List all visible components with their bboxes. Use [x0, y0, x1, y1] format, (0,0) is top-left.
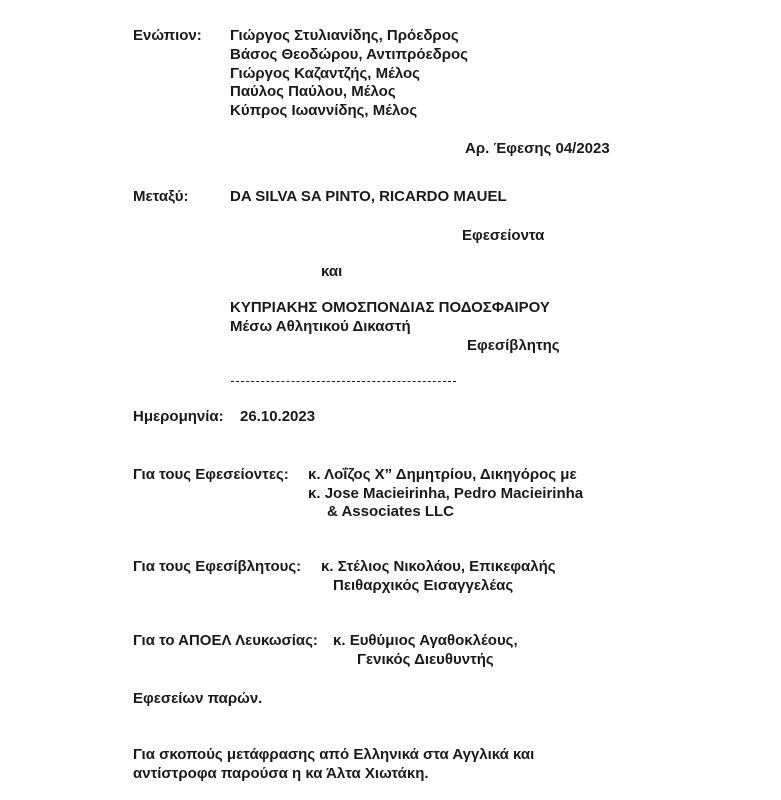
- respondents-counsel-line: κ. Στέλιος Νικολάου, Επικεφαλής: [321, 558, 556, 575]
- date-value: 26.10.2023: [240, 408, 316, 425]
- date-label: Ημερομηνία:: [133, 408, 224, 425]
- respondent-via: Μέσω Αθλητικού Δικαστή: [230, 318, 411, 335]
- panel-member: Βάσος Θεοδώρου, Αντιπρόεδρος: [230, 46, 468, 63]
- panel-member: Κύπρος Ιωαννίδης, Μέλος: [230, 102, 418, 119]
- parties-label: Μεταξύ:: [133, 188, 189, 205]
- appellants-present: Εφεσείων παρών.: [133, 690, 263, 707]
- panel-member: Γιώργος Καζαντζής, Μέλος: [230, 65, 420, 82]
- respondents-counsel-label: Για τους Εφεσίβλητους:: [133, 558, 302, 575]
- respondents-counsel-line: Πειθαρχικός Εισαγγελέας: [333, 577, 514, 594]
- panel-member: Παύλος Παύλου, Μέλος: [230, 83, 396, 100]
- respondent-role: Εφεσίβλητης: [467, 337, 560, 354]
- apoel-representative-line: κ. Ευθύμιος Αγαθοκλέους,: [333, 632, 518, 649]
- appellants-counsel-line: & Associates LLC: [327, 503, 454, 520]
- panel-member: Γιώργος Στυλιανίδης, Πρόεδρος: [230, 27, 459, 44]
- parties-connector: και: [321, 263, 343, 280]
- apoel-representative-label: Για το ΑΠΟΕΛ Λευκωσίας:: [133, 632, 318, 649]
- respondent-name: ΚΥΠΡΙΑΚΗΣ ΟΜΟΣΠΟΝΔΙΑΣ ΠΟΔΟΣΦΑΙΡΟΥ: [230, 299, 550, 316]
- appellants-counsel-line: κ. Λοΐζος Χ” Δημητρίου, Δικηγόρος με: [308, 466, 577, 483]
- apoel-representative-line: Γενικός Διευθυντής: [357, 651, 494, 668]
- translation-note-line: Για σκοπούς μετάφρασης από Ελληνικά στα Αγγλικά και: [133, 746, 535, 763]
- translation-note-line: αντίστροφα παρούσα η κα Άλτα Χιωτάκη.: [133, 765, 429, 782]
- appellant-role: Εφεσείοντα: [462, 227, 545, 244]
- appeal-number: Αρ. Έφεσης 04/2023: [465, 140, 610, 157]
- appellants-counsel-line: κ. Jose Macieirinha, Pedro Macieirinha: [308, 485, 584, 502]
- separator-line: [231, 381, 456, 382]
- appellant-name: DA SILVA SA PINTO, RICARDO MAUEL: [230, 188, 507, 205]
- appellants-counsel-label: Για τους Εφεσείοντες:: [133, 466, 289, 483]
- panel-label: Ενώπιον:: [133, 27, 202, 44]
